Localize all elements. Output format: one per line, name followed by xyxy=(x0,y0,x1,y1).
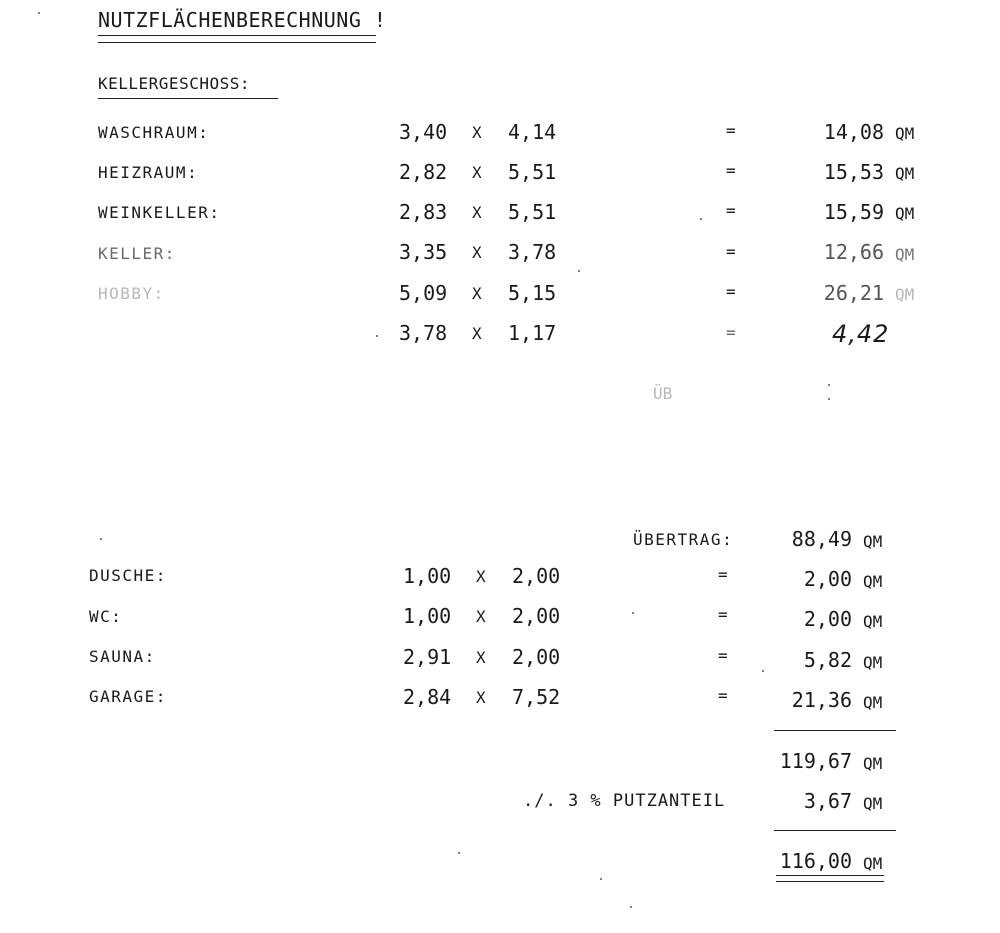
row-result: 2,00 xyxy=(803,567,852,591)
row-factor-b: 5,51 xyxy=(508,160,557,184)
subtotal-value: 119,67 xyxy=(779,749,852,773)
scan-speck xyxy=(762,670,764,672)
document-title: NUTZFLÄCHENBERECHNUNG ! xyxy=(98,8,387,32)
total-value: 116,00 xyxy=(779,849,852,873)
row-result: 14,08 xyxy=(823,120,884,144)
heading-underline xyxy=(98,98,278,99)
section-heading-kellergeschoss: KELLERGESCHOSS: xyxy=(98,74,250,93)
row-factor-a: 3,78 xyxy=(399,321,448,345)
row-multiply-sign: X xyxy=(472,324,482,343)
row-result: 2,00 xyxy=(803,607,852,631)
carry-over-value: 88,49 xyxy=(791,527,852,551)
row-label: SAUNA: xyxy=(89,647,156,666)
row-equals-sign: = xyxy=(726,242,736,261)
total-unit: QM xyxy=(863,854,883,873)
row-label: DUSCHE: xyxy=(89,566,167,585)
row-label: HOBBY: xyxy=(98,284,165,303)
deduction-label: ./. 3 % PUTZANTEIL xyxy=(523,791,726,811)
row-label: HEIZRAUM: xyxy=(98,163,199,182)
row-equals-sign: = xyxy=(726,323,736,342)
row-equals-sign: = xyxy=(718,686,728,705)
row-multiply-sign: X xyxy=(472,203,482,222)
carry-over-unit: QM xyxy=(863,532,883,551)
row-unit: QM xyxy=(895,245,915,264)
row-result-handwritten: 4,42 xyxy=(832,320,890,348)
row-equals-sign: = xyxy=(726,161,736,180)
row-multiply-sign: X xyxy=(476,648,486,667)
row-equals-sign: = xyxy=(718,646,728,665)
row-factor-a: 1,00 xyxy=(403,564,452,588)
row-unit: QM xyxy=(895,164,915,183)
scan-speck xyxy=(100,538,102,540)
row-equals-sign: = xyxy=(718,605,728,624)
scan-speck xyxy=(700,218,702,220)
row-result: 5,82 xyxy=(803,648,852,672)
sum-rule xyxy=(774,730,896,731)
row-multiply-sign: X xyxy=(476,567,486,586)
scan-speck xyxy=(632,612,634,614)
row-factor-b: 5,51 xyxy=(508,200,557,224)
row-factor-b: 5,15 xyxy=(508,281,557,305)
scan-speck xyxy=(376,335,378,337)
row-label: GARAGE: xyxy=(89,687,167,706)
row-factor-b: 1,17 xyxy=(508,321,557,345)
scan-speck xyxy=(630,906,632,908)
scan-speck xyxy=(458,852,460,854)
row-equals-sign: = xyxy=(726,282,736,301)
row-factor-a: 2,84 xyxy=(403,685,452,709)
row-factor-a: 3,35 xyxy=(399,240,448,264)
row-equals-sign: = xyxy=(718,565,728,584)
deduction-rule xyxy=(774,830,896,831)
row-result: 21,36 xyxy=(791,688,852,712)
deduction-unit: QM xyxy=(863,794,883,813)
row-multiply-sign: X xyxy=(476,688,486,707)
row-unit: QM xyxy=(895,204,915,223)
row-label: WC: xyxy=(89,607,123,626)
deduction-value: 3,67 xyxy=(803,789,852,813)
row-multiply-sign: X xyxy=(472,123,482,142)
row-result: 15,59 xyxy=(823,200,884,224)
row-unit: QM xyxy=(863,612,883,631)
scan-speck xyxy=(38,12,40,14)
scan-speck xyxy=(828,384,830,386)
row-multiply-sign: X xyxy=(472,243,482,262)
row-label: WASCHRAUM: xyxy=(98,123,210,142)
row-factor-a: 2,82 xyxy=(399,160,448,184)
scan-speck xyxy=(600,878,602,880)
subtotal-unit: QM xyxy=(863,754,883,773)
row-multiply-sign: X xyxy=(476,607,486,626)
row-unit: QM xyxy=(895,285,915,304)
total-double-underline xyxy=(776,875,884,882)
row-label: WEINKELLER: xyxy=(98,203,221,222)
row-factor-a: 5,09 xyxy=(399,281,448,305)
row-factor-a: 3,40 xyxy=(399,120,448,144)
row-factor-b: 2,00 xyxy=(512,564,561,588)
row-multiply-sign: X xyxy=(472,284,482,303)
row-result: 15,53 xyxy=(823,160,884,184)
row-unit: QM xyxy=(863,572,883,591)
row-factor-a: 2,83 xyxy=(399,200,448,224)
row-unit: QM xyxy=(863,693,883,712)
row-factor-b: 2,00 xyxy=(512,604,561,628)
row-unit: QM xyxy=(895,124,915,143)
row-equals-sign: = xyxy=(726,121,736,140)
row-multiply-sign: X xyxy=(472,163,482,182)
row-unit: QM xyxy=(863,653,883,672)
scan-speck xyxy=(578,270,580,272)
row-factor-b: 7,52 xyxy=(512,685,561,709)
row-equals-sign: = xyxy=(726,201,736,220)
scan-speck xyxy=(828,398,830,400)
row-result: 26,21 xyxy=(823,281,884,305)
title-double-underline xyxy=(98,35,376,43)
row-factor-a: 1,00 xyxy=(403,604,452,628)
carry-over-label: ÜBERTRAG: xyxy=(633,530,734,549)
row-label: KELLER: xyxy=(98,244,176,263)
row-factor-b: 4,14 xyxy=(508,120,557,144)
row-factor-b: 3,78 xyxy=(508,240,557,264)
row-factor-a: 2,91 xyxy=(403,645,452,669)
row-factor-b: 2,00 xyxy=(512,645,561,669)
row-result: 12,66 xyxy=(823,240,884,264)
faded-carry-note: ÜB xyxy=(653,384,673,403)
